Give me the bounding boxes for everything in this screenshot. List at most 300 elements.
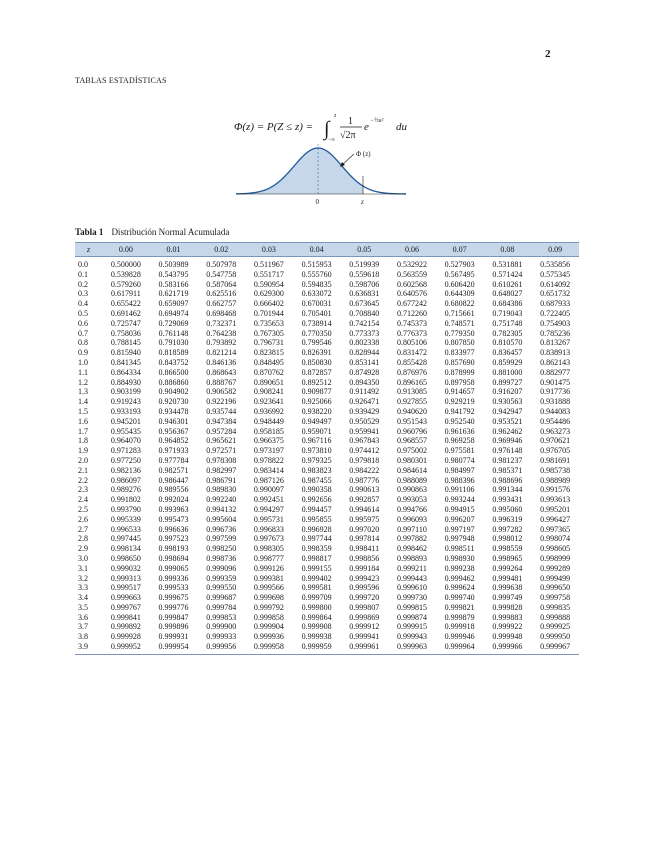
probability-cell: 0.978822 [253, 455, 284, 465]
probability-cell: 0.999596 [349, 583, 380, 593]
probability-cell: 0.788145 [110, 338, 141, 348]
probability-cell: 0.998559 [492, 544, 523, 554]
z-value-cell: 2.0 [78, 455, 88, 465]
z-value-cell: 1.2 [78, 377, 88, 387]
probability-cell: 0.999961 [340, 642, 388, 654]
probability-cell: 0.986447 [158, 475, 189, 485]
probability-cell: 0.996427 [540, 514, 571, 524]
integral-sign: ∫ [324, 118, 330, 140]
probability-cell: 0.881000 [492, 367, 523, 377]
probability-cell: 0.758036 [110, 328, 141, 338]
probability-cell: 0.993963 [158, 504, 189, 514]
probability-cell: 0.732371 [206, 318, 237, 328]
probability-cell: 0.944083 [540, 406, 571, 416]
table-row [75, 613, 579, 623]
probability-cell: 0.999443 [396, 573, 427, 583]
probability-cell: 0.945201 [110, 416, 141, 426]
probability-cell: 0.846136 [206, 357, 237, 367]
probability-cell: 0.598706 [349, 279, 380, 289]
z-value-cell: 3.3 [78, 583, 88, 593]
probability-cell: 0.992024 [158, 495, 189, 505]
probability-cell: 0.997882 [396, 534, 427, 544]
probability-cell: 0.999610 [396, 583, 427, 593]
probability-cell: 0.982997 [206, 465, 237, 475]
probability-cell: 0.515953 [301, 260, 332, 269]
probability-cell: 0.998817 [301, 553, 332, 563]
z-value-cell: 0.5 [78, 308, 88, 318]
probability-cell: 0.997020 [349, 524, 380, 534]
probability-cell: 0.998856 [349, 553, 380, 563]
table-row [75, 397, 579, 407]
normal-cdf-table [75, 242, 579, 655]
table-row [75, 544, 579, 554]
table-row [75, 446, 579, 456]
z-value-cell: 2.8 [78, 534, 88, 544]
table-row [75, 358, 579, 368]
fraction-denominator: √2π [340, 130, 356, 141]
probability-cell: 0.999943 [396, 632, 427, 642]
probability-cell: 0.999948 [492, 632, 523, 642]
probability-cell: 0.998930 [444, 553, 475, 563]
probability-cell: 0.999698 [253, 593, 284, 603]
probability-cell: 0.960796 [396, 426, 427, 436]
probability-cell: 0.999758 [540, 593, 571, 603]
probability-cell: 0.982571 [158, 465, 189, 475]
column-header: 0.09 [531, 243, 579, 257]
z-value-cell: 3.8 [78, 632, 88, 642]
zero-label: 0 [315, 198, 319, 206]
probability-cell: 0.996636 [158, 524, 189, 534]
probability-cell: 0.968557 [396, 436, 427, 446]
running-header: TABLAS ESTADÍSTICAS [75, 76, 167, 85]
probability-cell: 0.995339 [110, 514, 141, 524]
z-value-cell: 3.4 [78, 593, 88, 603]
probability-cell: 0.527903 [444, 260, 475, 269]
probability-cell: 0.776373 [396, 328, 427, 338]
probability-cell: 0.976705 [540, 446, 571, 456]
probability-cell: 0.868643 [206, 367, 237, 377]
probability-cell: 0.843752 [158, 357, 189, 367]
probability-cell: 0.987455 [301, 475, 332, 485]
probability-cell: 0.999912 [349, 622, 380, 632]
probability-cell: 0.971933 [158, 446, 189, 456]
z-value-cell: 0.0 [78, 260, 88, 269]
column-header: 0.05 [340, 243, 388, 257]
probability-cell: 0.999938 [301, 632, 332, 642]
probability-cell: 0.982136 [110, 465, 141, 475]
z-value-cell: 1.4 [78, 397, 88, 407]
probability-cell: 0.991106 [444, 485, 475, 495]
probability-cell: 0.614092 [540, 279, 571, 289]
table-row [75, 525, 579, 535]
column-header: 0.06 [388, 243, 436, 257]
z-value-cell: 2.5 [78, 504, 88, 514]
probability-cell: 0.997744 [301, 534, 332, 544]
probability-cell: 0.999638 [492, 583, 523, 593]
table-row [75, 280, 579, 290]
table-row [75, 378, 579, 388]
probability-cell: 0.999462 [444, 573, 475, 583]
probability-cell: 0.903199 [110, 387, 141, 397]
probability-cell: 0.606420 [444, 279, 475, 289]
z-value-cell: 0.6 [78, 318, 88, 328]
z-value-cell: 1.9 [78, 446, 88, 456]
probability-cell: 0.990613 [349, 485, 380, 495]
probability-cell: 0.555760 [301, 269, 332, 279]
probability-cell: 0.998650 [110, 553, 141, 563]
probability-cell: 0.870762 [253, 367, 284, 377]
probability-cell: 0.999950 [540, 632, 571, 642]
probability-cell: 0.989276 [110, 485, 141, 495]
probability-cell: 0.925066 [301, 397, 332, 407]
z-value-cell: 3.5 [78, 602, 88, 612]
probability-cell: 0.999776 [158, 602, 189, 612]
probability-cell: 0.708840 [349, 308, 380, 318]
probability-cell: 0.999864 [301, 612, 332, 622]
probability-cell: 0.821214 [206, 348, 237, 358]
column-header: 0.02 [197, 243, 245, 257]
probability-cell: 0.999096 [206, 563, 237, 573]
probability-cell: 0.859929 [492, 357, 523, 367]
probability-cell: 0.998777 [253, 553, 284, 563]
probability-cell: 0.535856 [540, 260, 571, 269]
probability-cell: 0.999533 [158, 583, 189, 593]
column-header: 0.08 [484, 243, 532, 257]
probability-cell: 0.836457 [492, 348, 523, 358]
probability-cell: 0.531881 [492, 260, 523, 269]
table-row [75, 368, 579, 378]
table-header-row [75, 243, 579, 257]
exp-power: −½u² [370, 118, 384, 124]
probability-cell: 0.933193 [110, 406, 141, 416]
probability-cell: 0.831472 [396, 348, 427, 358]
probability-cell: 0.853141 [349, 357, 380, 367]
probability-cell: 0.729069 [158, 318, 189, 328]
probability-cell: 0.991344 [492, 485, 523, 495]
probability-cell: 0.934478 [158, 406, 189, 416]
probability-cell: 0.818589 [158, 348, 189, 358]
table-row [75, 348, 579, 358]
probability-cell: 0.999892 [110, 622, 141, 632]
z-value-cell: 3.9 [75, 642, 102, 654]
probability-cell: 0.999065 [158, 563, 189, 573]
probability-cell: 0.754903 [540, 318, 571, 328]
probability-cell: 0.998736 [206, 553, 237, 563]
probability-cell: 0.687933 [540, 299, 571, 309]
table-row [75, 554, 579, 564]
probability-cell: 0.980774 [444, 455, 475, 465]
probability-cell: 0.999941 [349, 632, 380, 642]
probability-cell: 0.828944 [349, 348, 380, 358]
probability-cell: 0.995473 [158, 514, 189, 524]
probability-cell: 0.990358 [301, 485, 332, 495]
table-row [75, 289, 579, 299]
probability-cell: 0.999883 [492, 612, 523, 622]
z-value-cell: 2.2 [78, 475, 88, 485]
probability-cell: 0.977250 [110, 455, 141, 465]
probability-cell: 0.984997 [444, 465, 475, 475]
probability-cell: 0.999954 [150, 642, 198, 654]
probability-cell: 0.938220 [301, 406, 332, 416]
probability-cell: 0.979818 [349, 455, 380, 465]
probability-cell: 0.999869 [349, 612, 380, 622]
z-value-cell: 0.2 [78, 279, 88, 289]
z-value-cell: 2.7 [78, 524, 88, 534]
probability-cell: 0.999740 [444, 593, 475, 603]
probability-cell: 0.987126 [253, 475, 284, 485]
probability-cell: 0.995975 [349, 514, 380, 524]
probability-cell: 0.785236 [540, 328, 571, 338]
probability-cell: 0.543795 [158, 269, 189, 279]
table-row [75, 456, 579, 466]
z-value-cell: 2.6 [78, 514, 88, 524]
probability-cell: 0.862143 [540, 357, 571, 367]
z-value-cell: 0.3 [78, 289, 88, 299]
probability-cell: 0.715661 [444, 308, 475, 318]
probability-cell: 0.666402 [253, 299, 284, 309]
curve-label: Φ (z) [356, 150, 371, 158]
probability-cell: 0.866500 [158, 367, 189, 377]
probability-cell: 0.964070 [110, 436, 141, 446]
probability-cell: 0.930563 [492, 397, 523, 407]
probability-cell: 0.992240 [206, 495, 237, 505]
probability-cell: 0.999847 [158, 612, 189, 622]
probability-cell: 0.998965 [492, 553, 523, 563]
probability-cell: 0.684386 [492, 299, 523, 309]
z-value-cell: 2.1 [78, 465, 88, 475]
table-row [75, 564, 579, 574]
probability-cell: 0.983823 [301, 465, 332, 475]
table-row [75, 338, 579, 348]
probability-cell: 0.926471 [349, 397, 380, 407]
probability-cell: 0.864334 [110, 367, 141, 377]
table-row [75, 622, 579, 632]
probability-cell: 0.967843 [349, 436, 380, 446]
probability-cell: 0.955435 [110, 426, 141, 436]
arrow-shaft [342, 154, 354, 165]
probability-cell: 0.998411 [349, 544, 380, 554]
probability-cell: 0.999853 [206, 612, 237, 622]
probability-cell: 0.999381 [253, 573, 284, 583]
probability-cell: 0.500000 [110, 260, 141, 269]
probability-cell: 0.990863 [396, 485, 427, 495]
probability-cell: 0.999499 [540, 573, 571, 583]
probability-cell: 0.996928 [301, 524, 332, 534]
probability-cell: 0.974412 [349, 446, 380, 456]
probability-cell: 0.996093 [396, 514, 427, 524]
fraction-numerator: 1 [348, 116, 353, 127]
probability-cell: 0.959941 [349, 426, 380, 436]
probability-cell: 0.742154 [349, 318, 380, 328]
probability-cell: 0.973810 [301, 446, 332, 456]
probability-cell: 0.617911 [110, 289, 141, 299]
probability-cell: 0.984222 [349, 465, 380, 475]
probability-cell: 0.719043 [492, 308, 523, 318]
z-value-cell: 3.7 [78, 622, 88, 632]
probability-cell: 0.994766 [396, 504, 427, 514]
probability-cell: 0.927855 [396, 397, 427, 407]
probability-cell: 0.996319 [492, 514, 523, 524]
probability-cell: 0.973197 [253, 446, 284, 456]
probability-cell: 0.997948 [444, 534, 475, 544]
table-row [75, 329, 579, 339]
probability-cell: 0.917736 [540, 387, 571, 397]
probability-cell: 0.997673 [253, 534, 284, 544]
probability-cell: 0.872857 [301, 367, 332, 377]
probability-cell: 0.931888 [540, 397, 571, 407]
z-value-cell: 1.7 [78, 426, 88, 436]
z-value-cell: 2.4 [78, 495, 88, 505]
probability-cell: 0.981691 [540, 455, 571, 465]
probability-cell: 0.712260 [396, 308, 427, 318]
probability-cell: 0.886860 [158, 377, 189, 387]
probability-cell: 0.998462 [396, 544, 427, 554]
probability-cell: 0.997197 [444, 524, 475, 534]
probability-cell: 0.698468 [206, 308, 237, 318]
probability-cell: 0.988989 [540, 475, 571, 485]
probability-cell: 0.991576 [540, 485, 571, 495]
probability-cell: 0.993053 [396, 495, 427, 505]
probability-cell: 0.999933 [206, 632, 237, 642]
probability-cell: 0.997282 [492, 524, 523, 534]
probability-cell: 0.738914 [301, 318, 332, 328]
probability-cell: 0.767305 [253, 328, 284, 338]
probability-cell: 0.892512 [301, 377, 332, 387]
probability-cell: 0.621719 [158, 289, 189, 299]
table-row [75, 642, 579, 654]
probability-cell: 0.997523 [158, 534, 189, 544]
probability-cell: 0.722405 [540, 308, 571, 318]
z-value-cell: 0.1 [78, 269, 88, 279]
probability-cell: 0.999800 [301, 602, 332, 612]
probability-cell: 0.993244 [444, 495, 475, 505]
probability-cell: 0.563559 [396, 269, 427, 279]
probability-cell: 0.999918 [444, 622, 475, 632]
probability-cell: 0.999959 [293, 642, 341, 654]
z-value-cell: 0.9 [78, 348, 88, 358]
probability-cell: 0.999925 [540, 622, 571, 632]
probability-cell: 0.796731 [253, 338, 284, 348]
probability-cell: 0.975002 [396, 446, 427, 456]
z-value-cell: 0.8 [78, 338, 88, 348]
probability-cell: 0.977784 [158, 455, 189, 465]
probability-cell: 0.705401 [301, 308, 332, 318]
probability-cell: 0.999821 [444, 602, 475, 612]
probability-cell: 0.694974 [158, 308, 189, 318]
probability-cell: 0.701944 [253, 308, 284, 318]
probability-cell: 0.999359 [206, 573, 237, 583]
probability-cell: 0.999835 [540, 602, 571, 612]
probability-cell: 0.999879 [444, 612, 475, 622]
probability-cell: 0.995731 [253, 514, 284, 524]
probability-cell: 0.966375 [253, 436, 284, 446]
column-header: 0.07 [436, 243, 484, 257]
table-row [75, 299, 579, 309]
page-number: 2 [545, 48, 551, 60]
probability-cell: 0.999922 [492, 622, 523, 632]
probability-cell: 0.995604 [206, 514, 237, 524]
probability-cell: 0.998359 [301, 544, 332, 554]
probability-cell: 0.946301 [158, 416, 189, 426]
z-value-cell: 1.8 [78, 436, 88, 446]
probability-cell: 0.680822 [444, 299, 475, 309]
probability-cell: 0.826391 [301, 348, 332, 358]
probability-cell: 0.999264 [492, 563, 523, 573]
z-value-cell: 1.5 [78, 406, 88, 416]
probability-cell: 0.998305 [253, 544, 284, 554]
probability-cell: 0.997599 [206, 534, 237, 544]
probability-cell: 0.996833 [253, 524, 284, 534]
probability-cell: 0.906582 [206, 387, 237, 397]
probability-cell: 0.983414 [253, 465, 284, 475]
probability-cell: 0.896165 [396, 377, 427, 387]
probability-cell: 0.935744 [206, 406, 237, 416]
table-row [75, 593, 579, 603]
probability-cell: 0.999402 [301, 573, 332, 583]
probability-cell: 0.651732 [540, 289, 571, 299]
probability-cell: 0.890651 [253, 377, 284, 387]
probability-cell: 0.999784 [206, 602, 237, 612]
probability-cell: 0.981237 [492, 455, 523, 465]
probability-cell: 0.539828 [110, 269, 141, 279]
table-row [75, 466, 579, 476]
probability-cell: 0.655422 [110, 299, 141, 309]
probability-cell: 0.999792 [253, 602, 284, 612]
probability-cell: 0.999126 [253, 563, 284, 573]
table-row [75, 319, 579, 329]
probability-cell: 0.571424 [492, 269, 523, 279]
table-row [75, 485, 579, 495]
probability-cell: 0.999720 [349, 593, 380, 603]
probability-cell: 0.519939 [349, 260, 380, 269]
probability-cell: 0.855428 [396, 357, 427, 367]
probability-cell: 0.999908 [301, 622, 332, 632]
table-row [75, 495, 579, 505]
probability-cell: 0.993613 [540, 495, 571, 505]
probability-cell: 0.999336 [158, 573, 189, 583]
z-value-cell: 2.3 [78, 485, 88, 495]
probability-cell: 0.587064 [206, 279, 237, 289]
probability-cell: 0.999896 [158, 622, 189, 632]
table-row [75, 407, 579, 417]
probability-cell: 0.691462 [110, 308, 141, 318]
probability-cell: 0.532922 [396, 260, 427, 269]
probability-cell: 0.857690 [444, 357, 475, 367]
probability-cell: 0.999858 [253, 612, 284, 622]
probability-cell: 0.949497 [301, 416, 332, 426]
probability-cell: 0.999687 [206, 593, 237, 603]
table-row [75, 436, 579, 446]
probability-cell: 0.950529 [349, 416, 380, 426]
probability-cell: 0.964852 [158, 436, 189, 446]
probability-cell: 0.999931 [158, 632, 189, 642]
probability-cell: 0.782305 [492, 328, 523, 338]
probability-cell: 0.969258 [444, 436, 475, 446]
integral-lower: −∞ [328, 137, 336, 143]
probability-cell: 0.602568 [396, 279, 427, 289]
probability-cell: 0.567495 [444, 269, 475, 279]
probability-cell: 0.985371 [492, 465, 523, 475]
probability-cell: 0.802338 [349, 338, 380, 348]
table-row [75, 632, 579, 642]
probability-cell: 0.764238 [206, 328, 237, 338]
probability-cell: 0.914657 [444, 387, 475, 397]
probability-cell: 0.636831 [349, 289, 380, 299]
probability-cell: 0.633072 [301, 289, 332, 299]
probability-cell: 0.993790 [110, 504, 141, 514]
differential: du [396, 121, 407, 133]
probability-cell: 0.997445 [110, 534, 141, 544]
